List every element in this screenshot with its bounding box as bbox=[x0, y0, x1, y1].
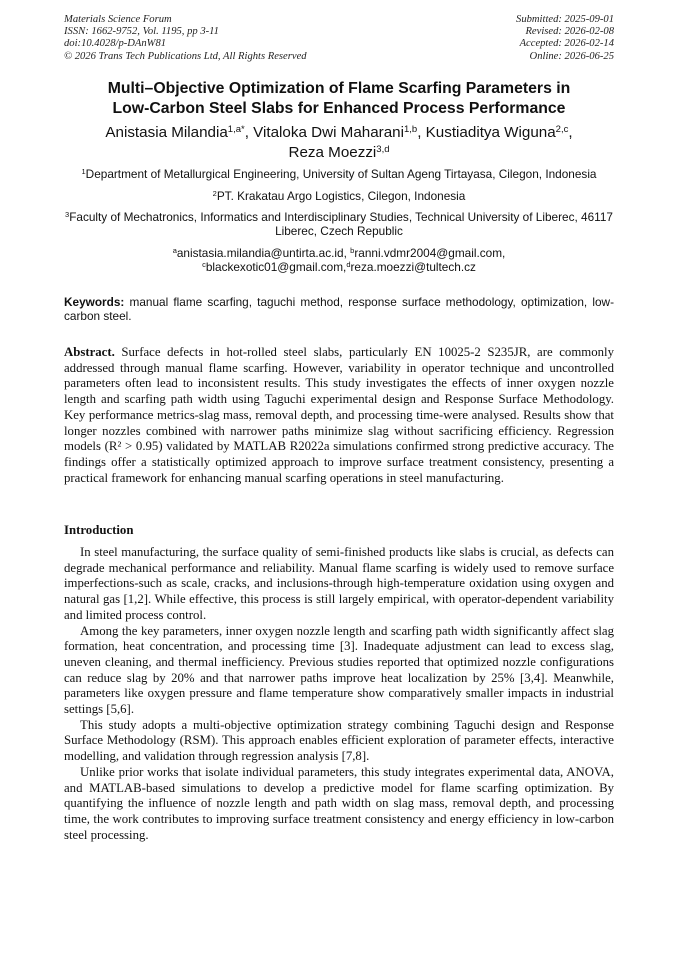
affiliation-text: Department of Metallurgical Engineering, University of Sultan Ageng Tirtayasa, Cilegon, Indonesia bbox=[85, 167, 597, 181]
paragraph: Unlike prior works that isolate individual parameters, this study integrates experimental data, ANOVA, and MATLAB-based simulations to develop a predictive model for flame scarfing optimization. By quantifying the influence of nozzle length and path width on slag mass, removal depth, and processing time, the work contributes to improving surface treatment consistency and energy efficiency in low-carbon steel processing. bbox=[64, 764, 614, 842]
author-sup: 1,a* bbox=[227, 124, 245, 135]
email-sup: d bbox=[346, 260, 351, 270]
journal-name: Materials Science Forum bbox=[64, 14, 172, 25]
author-sup: 3,d bbox=[376, 143, 390, 155]
email-a[interactable]: anistasia.milandia@untirta.ac.id, bbox=[176, 246, 351, 260]
introduction-body bbox=[64, 545, 614, 843]
affiliation-sup: 1 bbox=[81, 167, 86, 176]
email-sup: a bbox=[172, 246, 177, 255]
affiliation-2 bbox=[64, 189, 614, 203]
issn: ISSN: 1662-9752, Vol. 1195, pp 3-11 bbox=[64, 26, 219, 38]
email-sup: c bbox=[202, 260, 206, 270]
email-list bbox=[64, 246, 614, 275]
author-name: Anistasia Milandia bbox=[105, 124, 228, 141]
keywords-label: Keywords: bbox=[64, 295, 125, 309]
title-line-2: Low-Carbon Steel Slabs for Enhanced Process Performance bbox=[112, 99, 566, 117]
keywords-text: manual flame scarfing, taguchi method, response surface methodology, optimization, low-carbon steel. bbox=[64, 295, 614, 324]
email-b[interactable]: ranni.vdmr2004@gmail.com, bbox=[354, 246, 506, 260]
journal-header-left bbox=[64, 14, 307, 63]
paper-title bbox=[64, 79, 614, 118]
keywords bbox=[64, 295, 614, 324]
affiliation-text: Faculty of Mechatronics, Informatics and Interdisciplinary Studies, Technical University of Liberec, 46117 Liberec, Czech Republic bbox=[69, 210, 613, 239]
submitted-date: Submitted: 2025-09-01 bbox=[516, 14, 614, 25]
revised-date: Revised: 2026-02-08 bbox=[525, 26, 614, 38]
paragraph: In steel manufacturing, the surface quality of semi-finished products like slabs is crucial, as defects can degrade mechanical performance and reliability. Manual flame scarfing is widely used to remove surface imperfections-such as scale, cracks, and inclusions-through high-temperature oxidation using oxygen and natural gas [1,2]. While effective, this process is still largely empirical, with operator-dependent variability and limited process control. bbox=[64, 545, 614, 622]
copyright: © 2026 Trans Tech Publications Ltd, All Rights Reserved bbox=[64, 50, 307, 62]
author-list: Anistasia Milandia$^{1,a*}$, Vitaloka Dwi Maharani$^{1,b}$, Kustiaditya Wiguna$^{2,c}$, Reza Moezzi$^{3,d}$ bbox=[105, 124, 573, 161]
section-heading-introduction: Introduction bbox=[64, 523, 134, 537]
online-date: Online: 2026-06-25 bbox=[529, 50, 614, 62]
author-sup: 1,b bbox=[403, 124, 418, 135]
paragraph: This study adopts a multi-objective optimization strategy combining Taguchi design and Response Surface Methodology (RSM). This approach enables efficient exploration of parameter effects, interactive modelling, and validation through regression analysis [7,8]. bbox=[64, 717, 614, 764]
author-sup: 2,c bbox=[555, 124, 569, 135]
paragraph: Among the key parameters, inner oxygen nozzle length and scarfing path width significantly affect slag formation, heat concentration, and processing time [3]. Inadequate adjustment can lead to excess slag, uneven cleaning, and thermal inefficiency. Previous studies reported that optimized nozzle configurations can reduce slag by 20% and that narrower paths improve heat localization by 25% [3,4]. Meanwhile, parameters like oxygen pressure and flame temperature show comparatively smaller impacts in industrial settings [5,6]. bbox=[64, 623, 614, 717]
affiliation-text: PT. Krakatau Argo Logistics, Cilegon, Indonesia bbox=[216, 189, 466, 203]
email-d[interactable]: reza.moezzi@tultech.cz bbox=[350, 260, 476, 275]
doi[interactable]: doi:10.4028/p-DAnW81 bbox=[64, 38, 167, 50]
author-name: Kustiaditya Wiguna bbox=[425, 124, 556, 141]
abstract-text: Surface defects in hot-rolled steel slabs, particularly EN 10025-2 S235JR, are commonly addressed through manual flame scarfing. However, variability in operator technique and uncontrolled parameters often lead to inconsistent results. This study investigates the effects of inner oxygen nozzle length and scarfing path width using Taguchi experimental design and Response Surface Methodology. Key performance metrics-slag mass, removal depth, and processing time-were analysed. Results show that longer nozzles combined with narrower paths minimize slag without sacrificing efficiency. Regression models (R² > 0.95) validated by MATLAB R2022a simulations confirmed strong predictive accuracy. The findings offer a statistically optimized approach to improve surface treatment consistency, presenting a practical framework for enhancing manual scarfing operations in steel manufacturing. bbox=[64, 345, 614, 485]
accepted-date: Accepted: 2026-02-14 bbox=[519, 38, 614, 50]
affiliation-1 bbox=[64, 167, 614, 181]
abstract-label: Abstract. bbox=[64, 345, 115, 359]
affiliation-sup: 2 bbox=[212, 189, 217, 198]
title-line-1: Multi–Objective Optimization of Flame Scarfing Parameters in bbox=[107, 80, 571, 97]
affiliation-sup: 3 bbox=[65, 210, 70, 219]
author-name: Reza Moezzi bbox=[288, 143, 377, 161]
affiliation-3 bbox=[64, 210, 614, 239]
abstract bbox=[64, 345, 614, 486]
email-c[interactable]: blackexotic01@gmail.com, bbox=[205, 260, 347, 275]
journal-header-right bbox=[516, 14, 614, 63]
email-sup: b bbox=[350, 246, 355, 255]
author-name: Vitaloka Dwi Maharani bbox=[253, 124, 404, 141]
